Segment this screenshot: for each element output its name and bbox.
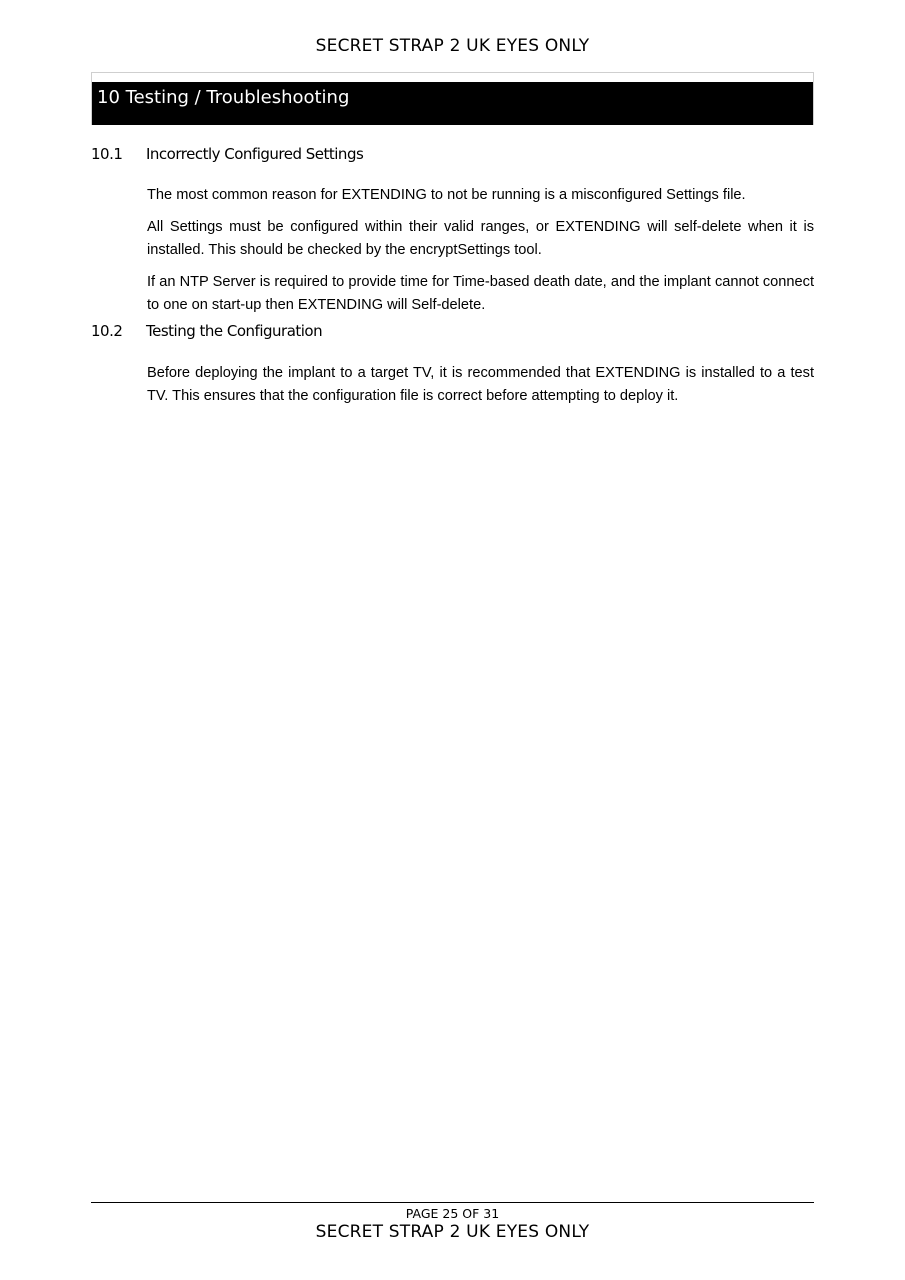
- section-number: 10.1: [91, 145, 123, 163]
- chapter-title: 10 Testing / Troubleshooting: [92, 82, 813, 125]
- paragraph: If an NTP Server is required to provide time for Time-based death date, and the implant cannot connect to one on start-up then EXTENDING will Self-delete.: [147, 274, 814, 313]
- paragraph: Before deploying the implant to a target TV, it is recommended that EXTENDING is installed to a test TV. This ensures that the configuration file is correct before attempting to deploy it.: [147, 365, 814, 404]
- chapter-heading-box: [91, 72, 814, 125]
- section-title: Testing the Configuration: [146, 322, 323, 340]
- section-title: Incorrectly Configured Settings: [146, 145, 364, 163]
- paragraph: All Settings must be configured within their valid ranges, or EXTENDING will self-delete when it is installed. This should be checked by the encryptSettings tool.: [147, 219, 814, 258]
- footer-divider: [91, 1202, 814, 1203]
- section-number: 10.2: [91, 322, 123, 340]
- page-number: PAGE 25 OF 31: [405, 1206, 500, 1221]
- footer-classification-marking: SECRET STRAP 2 UK EYES ONLY: [315, 1222, 590, 1242]
- section-heading-10-1: [91, 145, 363, 163]
- paragraph: The most common reason for EXTENDING to not be running is a misconfigured Settings file.: [147, 187, 746, 203]
- header-classification-marking: SECRET STRAP 2 UK EYES ONLY: [315, 36, 590, 56]
- section-heading-10-2: [91, 322, 322, 340]
